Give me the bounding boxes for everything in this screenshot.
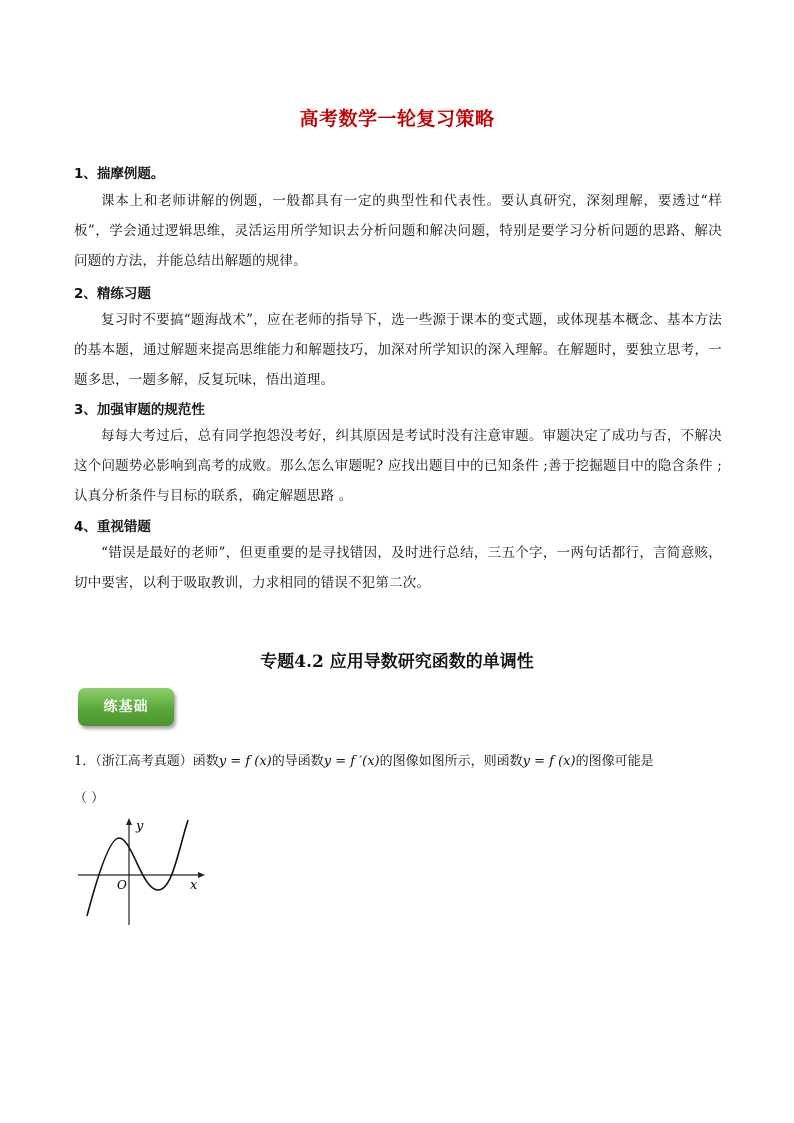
question-text-4: 的图像可能是 (575, 754, 654, 769)
x-axis-arrow (198, 872, 205, 878)
question-text-3: 的图像如图所示，则函数 (379, 754, 523, 769)
section-2-heading: 2、精练习题 (74, 286, 151, 302)
formula-f-prime: y = f ′(x) (323, 754, 380, 769)
question-1 (74, 750, 654, 769)
x-label: x (190, 878, 198, 893)
topic-title: 专题4.2 应用导数研究函数的单调性 (260, 652, 534, 672)
y-axis-arrow (126, 818, 132, 825)
section-2-text: 复习时不要搞“题海战术”，应在老师的指导下，选一些源于课本的变式题，或体现基本概念、基本方法的基本题，通过解题来提高思维能力和解题技巧，加深对所学知识的深入理解。在解题时，要独立思考，一题多思，一题多解，反复玩味，悟出道理。 (74, 312, 722, 388)
question-text-1: 函数 (192, 754, 219, 769)
practice-basics-button[interactable]: 练基础 (78, 688, 174, 726)
question-text-2: 的导函数 (271, 754, 324, 769)
answer-blank: （ ） (74, 791, 105, 806)
section-1-heading: 1、揣摩例题。 (74, 166, 165, 182)
derivative-curve (87, 820, 188, 916)
origin-label: O (117, 878, 127, 892)
section-4-text: “错误是最好的老师”，但更重要的是寻找错因，及时进行总结，三五个字，一两句话都行，言简意赅，切中要害，以利于吸取教训，力求相同的错误不犯第二次。 (74, 545, 722, 591)
derivative-graph (74, 812, 214, 932)
page-title: 高考数学一轮复习策略 (299, 108, 495, 130)
question-number: 1． (74, 754, 96, 769)
formula-f-2: y = f (x) (522, 754, 576, 769)
y-label: y (136, 819, 144, 834)
question-source: （浙江高考真题） (95, 754, 193, 769)
section-3-heading: 3、加强审题的规范性 (74, 402, 205, 418)
section-4-heading: 4、重视错题 (74, 519, 151, 535)
section-3-text: 每每大考过后，总有同学抱怨没考好，纠其原因是考试时没有注意审题。审题决定了成功与否，不解决这个问题势必影响到高考的成败。那么怎么审题呢? 应找出题目中的已知条件 ;善于挖掘题目中的隐含条件 ;认真分析条件与目标的联系，确定解题思路 。 (74, 428, 722, 504)
formula-f: y = f (x) (218, 754, 272, 769)
section-1-text: 课本上和老师讲解的例题，一般都具有一定的典型性和代表性。要认真研究，深刻理解，要透过“样板”，学会通过逻辑思维，灵活运用所学知识去分析问题和解决问题，特别是要学习分析问题的思路、解决问题的方法，并能总结出解题的规律。 (74, 193, 722, 269)
